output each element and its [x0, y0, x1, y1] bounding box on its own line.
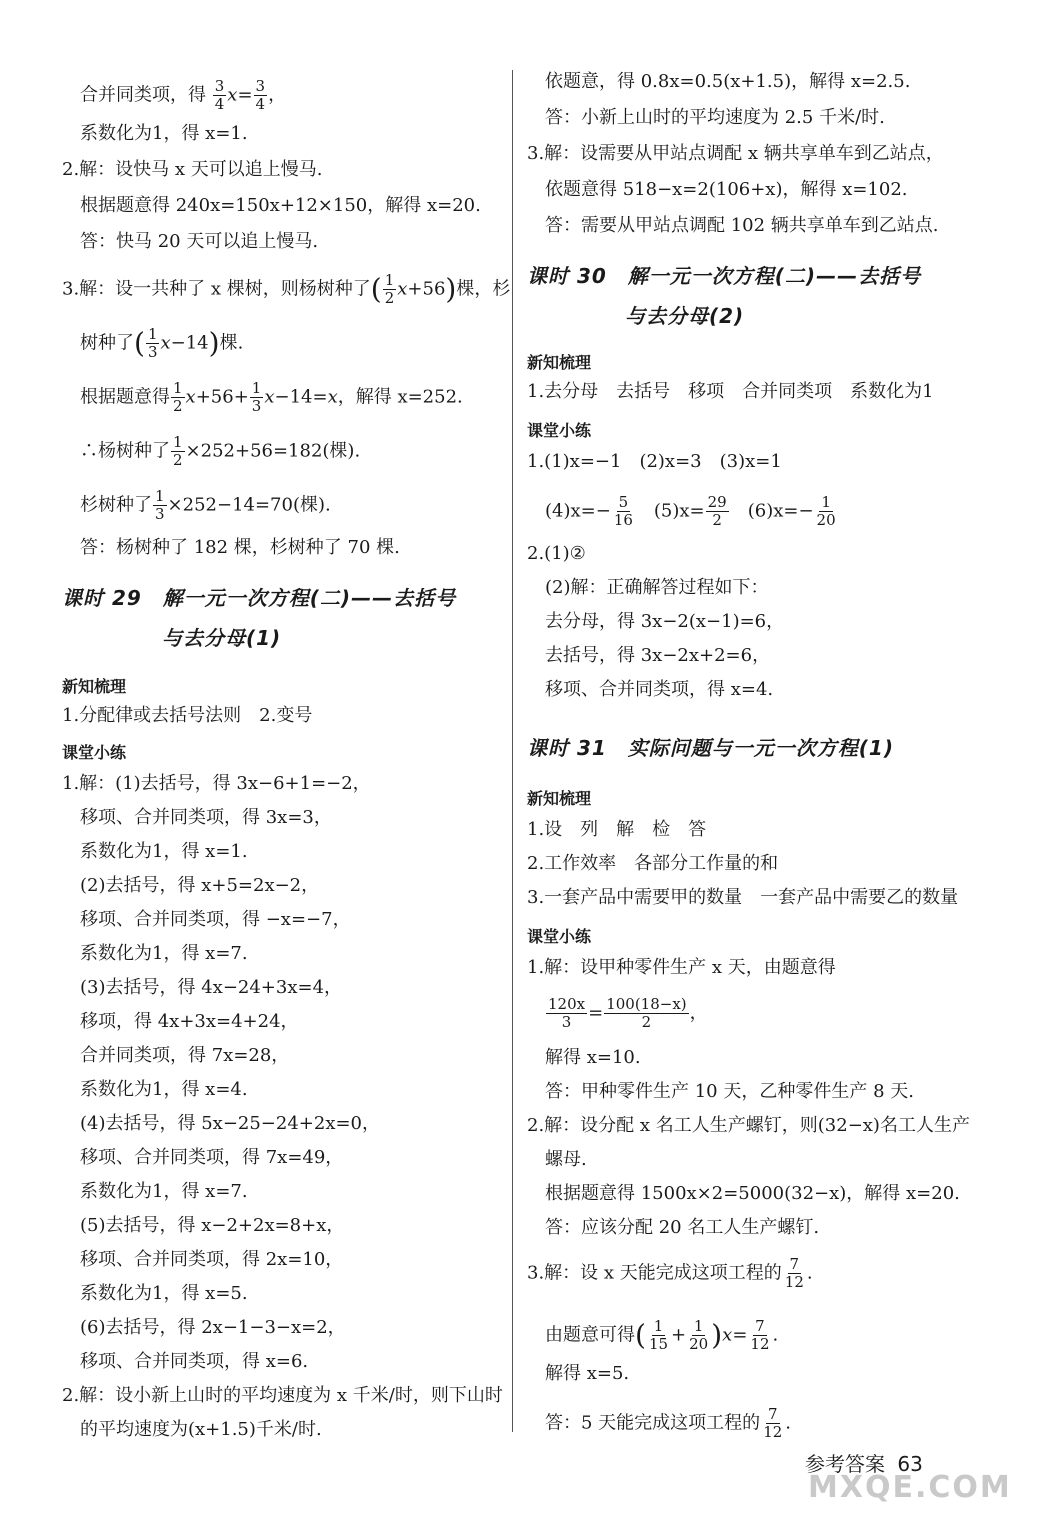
question-2-line: 2.解：设快马 x 天可以追上慢马. [62, 159, 323, 180]
question-2-line: 2.解：设分配 x 名工人生产螺钉，则(32−x)名工人生产 [527, 1115, 970, 1136]
text-line: 解得 x=10. [545, 1047, 641, 1068]
text-line: 1.解：(1)去括号，得 3x−6+1=−2， [62, 773, 371, 794]
column-divider [512, 70, 513, 1432]
text-line: 系数化为1，得 x=4. [80, 1079, 248, 1100]
text-line: 系数化为1，得 x=5. [80, 1283, 248, 1304]
text-line: 解得 x=5. [545, 1363, 630, 1384]
text-line: 根据题意得 240x=150x+12×150，解得 x=20. [80, 195, 481, 216]
subsection-heading: 新知梳理 [62, 677, 127, 696]
answer-line: 答：需要从甲站点调配 102 辆共享单车到乙站点. [545, 215, 939, 236]
text-line: 1.(1)x=−1 (2)x=3 (3)x=1 [527, 451, 782, 472]
question-1-line: 1.解：设甲种零件生产 x 天，由题意得 [527, 957, 836, 978]
text-line: 系数化为1，得 x=1. [80, 841, 248, 862]
text-line: 移项、合并同类项，得 x=6. [80, 1351, 309, 1372]
equation-line: ∴杨树种了 $\frac{1}{2}$ ×252+56=182(棵). [80, 433, 361, 469]
equation-line: 根据题意得 $\frac{1}{2}$ x+56+ $\frac{1}{3}$ x−14=x，解得 x=252. [80, 379, 463, 415]
equation-line: 由题意可得( $\frac{1}{15}$ + $\frac{1}{20}$ )x= $\frac{7}{12}$ . [545, 1317, 779, 1353]
text-line: 的平均速度为(x+1.5)千米/时. [80, 1419, 322, 1440]
text-line: (4)去括号，得 5x−25−24+2x=0， [80, 1113, 381, 1134]
equation-line: 杉树种了 $\frac{1}{3}$ ×252−14=70(棵). [80, 487, 331, 523]
text-line: 去分母，得 3x−2(x−1)=6， [545, 611, 785, 632]
text-line: (3)去括号，得 4x−24+3x=4， [80, 977, 343, 998]
section-title-30: 课时 30 解一元一次方程(二)——去括号 [527, 264, 922, 288]
text-line: 依题意得 518−x=2(106+x)，解得 x=102. [545, 179, 908, 200]
answer-line: 答：甲种零件生产 10 天，乙种零件生产 8 天. [545, 1081, 914, 1102]
text-line: 移项、合并同类项，得 2x=10， [80, 1249, 344, 1270]
text-line: 移项、合并同类项，得 x=4. [545, 679, 774, 700]
footer-label: 参考答案 [805, 1452, 885, 1476]
text-line: 2.(1)② [527, 543, 586, 564]
subsection-heading: 课堂小练 [527, 927, 592, 946]
text-line: (5)去括号，得 x−2+2x=8+x， [80, 1215, 345, 1236]
section-title-30-cont: 与去分母(2) [625, 304, 745, 328]
question-3-line: 3.解：设需要从甲站点调配 x 辆共享单车到乙站点， [527, 143, 944, 164]
text-line: 系数化为1，得 x=7. [80, 943, 248, 964]
text-line: 树种了( $\frac{1}{3}$ x−14)棵. [80, 325, 244, 361]
text-line: (6)去括号，得 2x−1−3−x=2， [80, 1317, 346, 1338]
question-2-line: 2.解：设小新上山时的平均速度为 x 千米/时，则下山时 [62, 1385, 503, 1406]
text-line: 螺母. [545, 1149, 587, 1170]
section-title-29-cont: 与去分母(1) [162, 626, 282, 650]
subsection-heading: 课堂小练 [527, 421, 592, 440]
text-line: (2)解：正确解答过程如下： [545, 577, 769, 598]
answer-fractions-line: (4)x=− $\frac{5}{16}$ (5)x= $\frac{29}{2}$ (6)x=− $\frac{1}{20}$ [545, 493, 836, 529]
text-line: 2.工作效率 各部分工作量的和 [527, 853, 779, 874]
merge-line: 合并同类项，得 $\frac{3}{4}$ x= $\frac{3}{4}$ ， [80, 77, 287, 113]
text-line: (2)去括号，得 x+5=2x−2， [80, 875, 320, 896]
text-line: 1.分配律或去括号法则 2.变号 [62, 705, 313, 726]
page-number: 63 [897, 1452, 923, 1476]
answer-line: 答：快马 20 天可以追上慢马. [80, 231, 319, 252]
text-line: 1.设 列 解 检 答 [527, 819, 707, 840]
text-line: 1.去分母 去括号 移项 合并同类项 系数化为1 [527, 381, 934, 402]
answer-line: 答：应该分配 20 名工人生产螺钉. [545, 1217, 820, 1238]
text-line: 移项，得 4x+3x=4+24， [80, 1011, 299, 1032]
text-line: 合并同类项，得 7x=28， [80, 1045, 290, 1066]
answer-line: 答：杨树种了 182 棵，杉树种了 70 棵. [80, 537, 400, 558]
answer-line: 答：小新上山时的平均速度为 2.5 千米/时. [545, 107, 885, 128]
text-line: 根据题意得 1500x×2=5000(32−x)，解得 x=20. [545, 1183, 960, 1204]
answer-line: 答：5 天能完成这项工程的 $\frac{7}{12}$ . [545, 1405, 792, 1441]
equation-line: $\frac{120x}{3}$ = $\frac{100(18-x)}{2}$ ， [548, 995, 708, 1031]
text-line: 移项、合并同类项，得 −x=−7， [80, 909, 351, 930]
text-line: 移项、合并同类项，得 3x=3， [80, 807, 332, 828]
text-line: 依题意，得 0.8x=0.5(x+1.5)，解得 x=2.5. [545, 71, 911, 92]
subsection-heading: 课堂小练 [62, 743, 127, 762]
question-3-line: 3.解：设一共种了 x 棵树，则杨树种了( $\frac{1}{2}$ x+56)棵，杉 [62, 271, 511, 307]
subsection-heading: 新知梳理 [527, 789, 592, 808]
text-line: 3.一套产品中需要甲的数量 一套产品中需要乙的数量 [527, 887, 959, 908]
text-line: 系数化为1，得 x=7. [80, 1181, 248, 1202]
watermark: MXQE.COM [808, 1470, 1012, 1505]
section-title-29: 课时 29 解一元一次方程(二)——去括号 [62, 586, 457, 610]
text-line: 去括号，得 3x−2x+2=6， [545, 645, 771, 666]
section-title-31: 课时 31 实际问题与一元一次方程(1) [527, 736, 894, 760]
question-3-line: 3.解：设 x 天能完成这项工程的 $\frac{7}{12}$ . [527, 1255, 813, 1291]
text-line: 移项、合并同类项，得 7x=49， [80, 1147, 344, 1168]
subsection-heading: 新知梳理 [527, 353, 592, 372]
text-line: 系数化为1，得 x=1. [80, 123, 248, 144]
